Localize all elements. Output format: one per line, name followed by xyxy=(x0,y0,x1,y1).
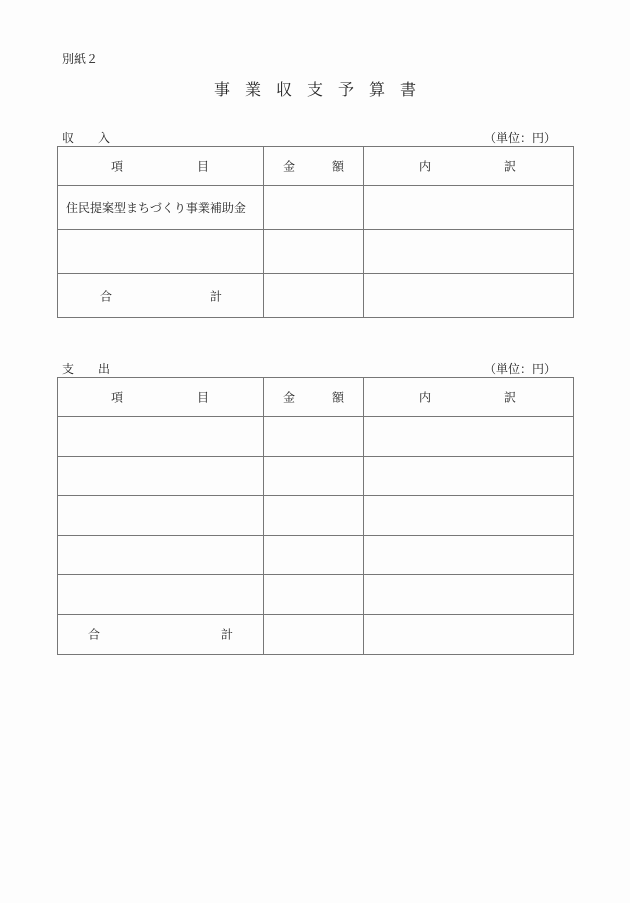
amount-cell[interactable] xyxy=(264,575,364,615)
table-row xyxy=(58,186,574,230)
header-text: 目 xyxy=(197,390,210,405)
total-amount-cell[interactable] xyxy=(264,274,364,318)
header-amount xyxy=(264,147,364,186)
header-text: 内 xyxy=(419,159,432,174)
total-row xyxy=(58,274,574,318)
income-section-label xyxy=(62,129,110,146)
total-text: 合 xyxy=(100,289,113,303)
income-table xyxy=(57,146,574,318)
item-cell[interactable]: 住民提案型まちづくり事業補助金 xyxy=(58,186,264,230)
amount-cell[interactable] xyxy=(264,186,364,230)
unit-label: （単位：円） xyxy=(483,131,556,145)
header-breakdown xyxy=(364,147,574,186)
table-row xyxy=(58,230,574,274)
header-text: 項 xyxy=(111,159,124,174)
header-item xyxy=(58,378,264,417)
total-label-cell xyxy=(58,274,264,318)
header-text: 金 xyxy=(283,159,296,174)
header-amount xyxy=(264,378,364,417)
item-cell[interactable] xyxy=(58,496,264,536)
header-text: 訳 xyxy=(504,390,517,405)
breakdown-cell[interactable] xyxy=(364,535,574,575)
table-row xyxy=(58,456,574,496)
breakdown-cell[interactable] xyxy=(364,456,574,496)
header-text: 項 xyxy=(111,390,124,405)
section-label-char: 収 xyxy=(62,131,75,145)
document-title: 事業収支予算書 xyxy=(213,80,431,99)
header-breakdown xyxy=(364,378,574,417)
item-cell[interactable] xyxy=(58,230,264,274)
breakdown-cell[interactable] xyxy=(364,496,574,536)
section-label-char: 出 xyxy=(98,362,111,376)
table-row xyxy=(58,575,574,615)
header-text: 訳 xyxy=(504,159,517,174)
header-text: 目 xyxy=(197,159,210,174)
expense-table xyxy=(57,377,574,655)
amount-cell[interactable] xyxy=(264,417,364,457)
header-item xyxy=(58,147,264,186)
table-header-row xyxy=(58,378,574,417)
item-cell[interactable] xyxy=(58,456,264,496)
total-breakdown-cell[interactable] xyxy=(364,614,574,654)
breakdown-cell[interactable] xyxy=(364,575,574,615)
table-row xyxy=(58,417,574,457)
total-breakdown-cell[interactable] xyxy=(364,274,574,318)
total-text: 合 xyxy=(88,627,101,642)
table-row xyxy=(58,496,574,536)
breakdown-cell[interactable] xyxy=(364,186,574,230)
section-label-char: 入 xyxy=(98,131,111,145)
section-label-char: 支 xyxy=(62,362,75,376)
amount-cell[interactable] xyxy=(264,230,364,274)
unit-label: （単位：円） xyxy=(483,362,556,376)
header-text: 額 xyxy=(332,390,345,405)
header-text: 金 xyxy=(283,390,296,405)
total-row xyxy=(58,614,574,654)
breakdown-cell[interactable] xyxy=(364,230,574,274)
amount-cell[interactable] xyxy=(264,496,364,536)
item-cell[interactable] xyxy=(58,535,264,575)
expense-section-label xyxy=(62,360,110,377)
total-amount-cell[interactable] xyxy=(264,614,364,654)
amount-cell[interactable] xyxy=(264,535,364,575)
table-row xyxy=(58,535,574,575)
breakdown-cell[interactable] xyxy=(364,417,574,457)
item-cell[interactable] xyxy=(58,417,264,457)
table-header-row xyxy=(58,147,574,186)
amount-cell[interactable] xyxy=(264,456,364,496)
header-text: 額 xyxy=(332,159,345,174)
total-label-cell xyxy=(58,614,264,654)
header-text: 内 xyxy=(419,390,432,405)
annex-label: 別紙２ xyxy=(62,52,99,66)
total-text: 計 xyxy=(210,289,223,303)
total-text: 計 xyxy=(221,627,234,642)
item-cell[interactable] xyxy=(58,575,264,615)
